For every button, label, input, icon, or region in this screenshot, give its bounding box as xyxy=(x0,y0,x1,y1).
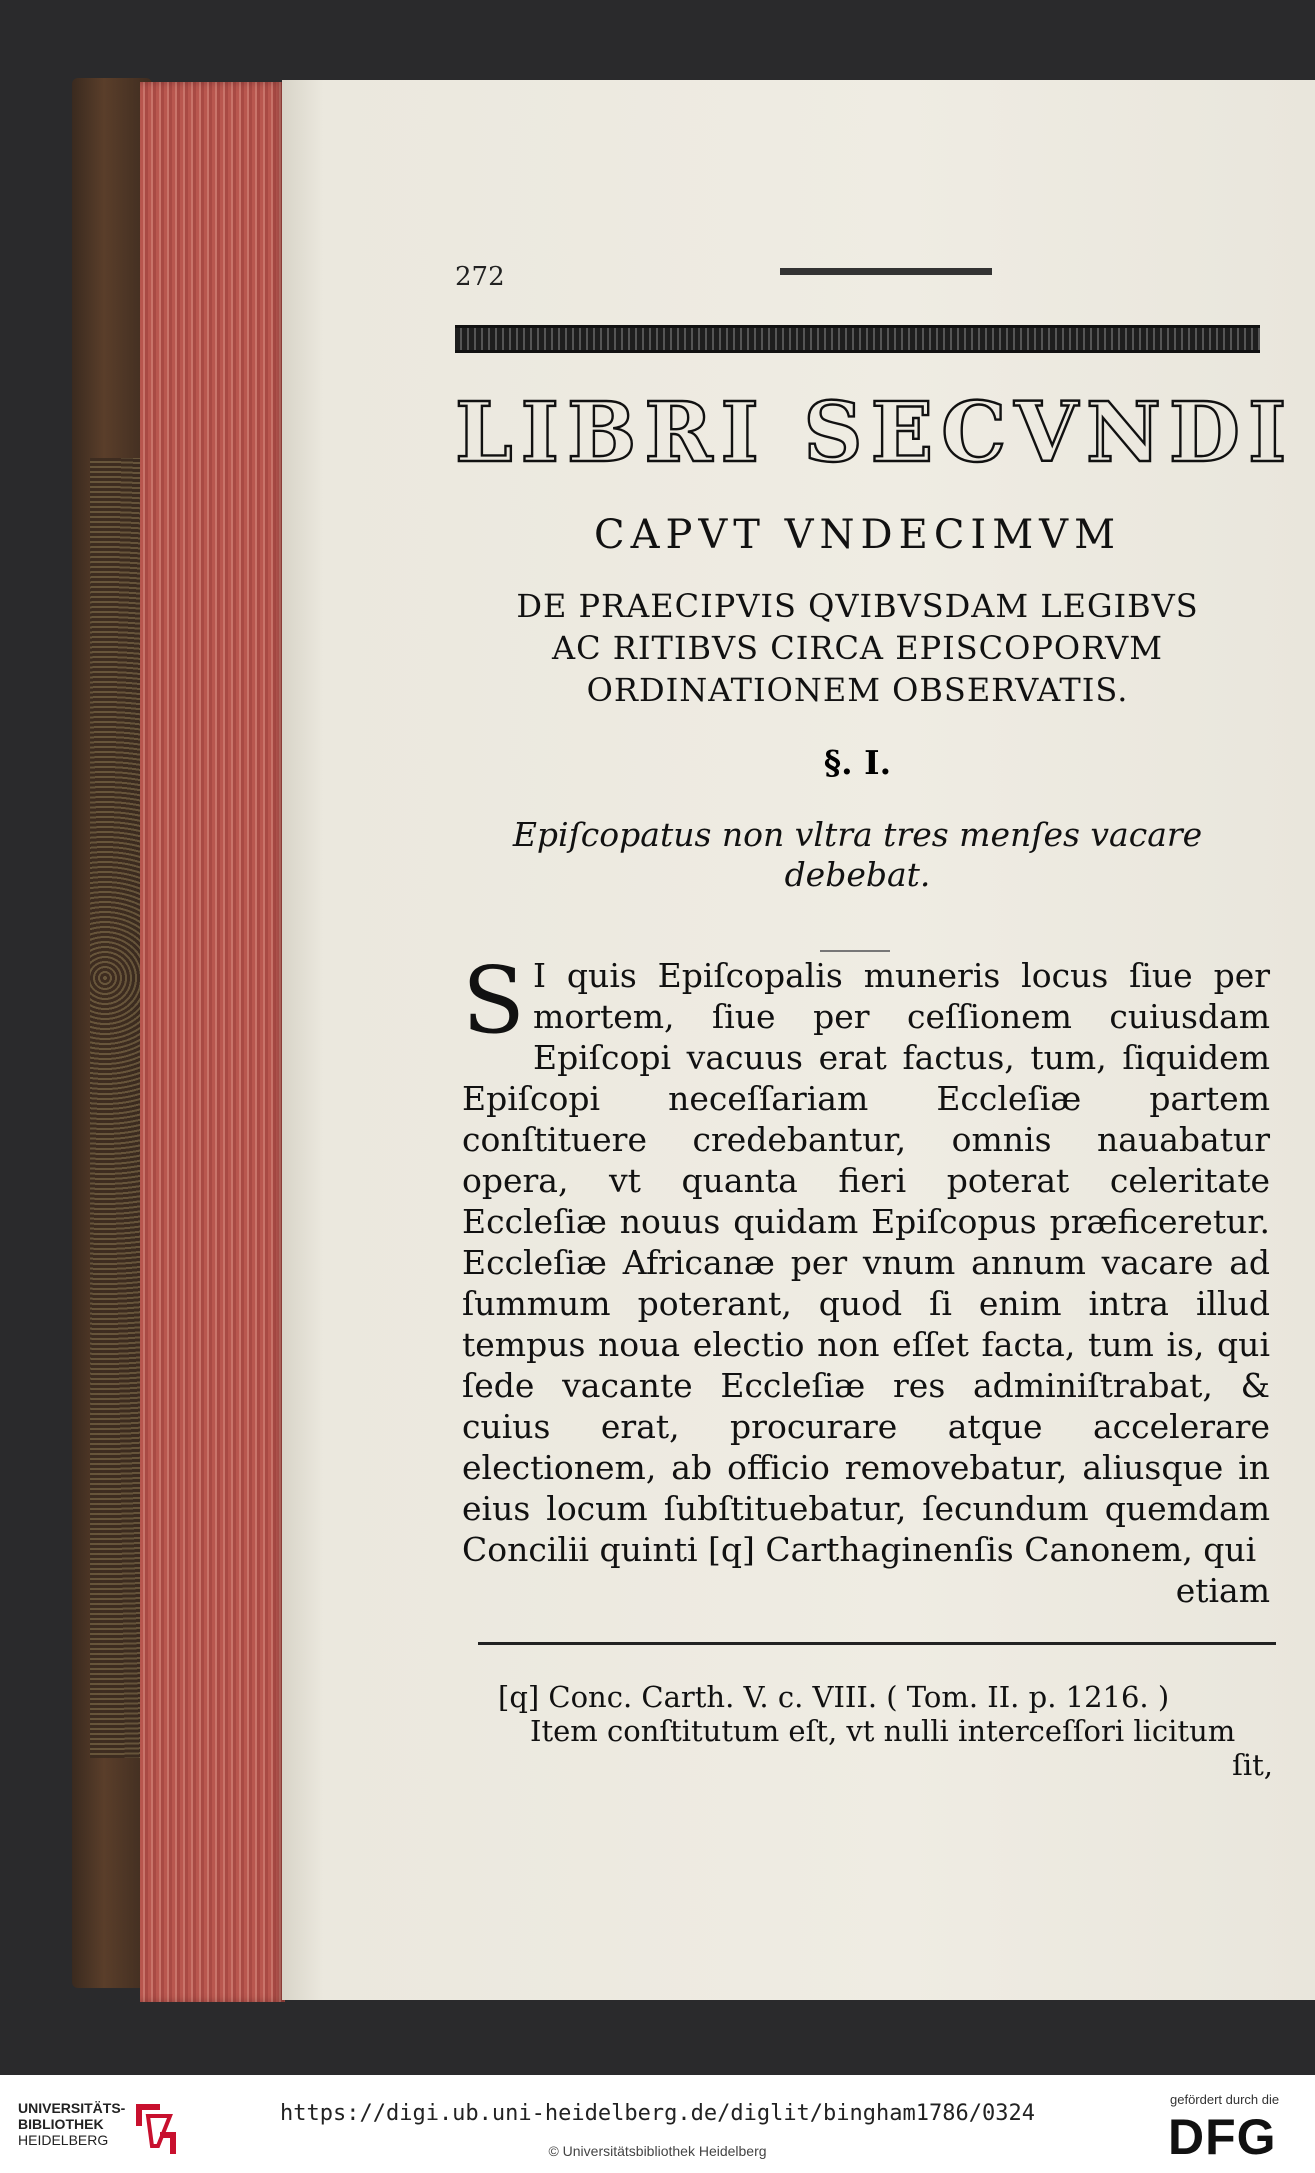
page-number: 272 xyxy=(455,262,505,292)
catchword: etiam xyxy=(1175,1571,1270,1610)
library-line: UNIVERSITÄTS- xyxy=(18,2100,126,2116)
body-paragraph: I quis Epiſcopalis muneris locus ſiue per mortem, ſiue per ceſſionem cuiusdam Epiſcopi vacuus erat factus, tum, ſiquidem Epiſcopi neceſſariam Eccleſiæ partem conſtituere credebantur, omnis nauabatur opera, vt quanta fieri poterat celeritate Eccleſiæ nouus quidam Epiſcopus præficeretur. Eccleſiæ Africanæ per vnum annum vacare ad ſummum poterant, quod ſi enim intra illud tempus noua electio non eſſet facta, tum is, qui ſede vacante Eccleſiæ res adminiſtrabat, & cuius erat, procurare atque accelerare electionem, ab officio removebatur, aliusque in eius locum ſubſtituebatur, ſecundum quemdam Concilii quinti [q] Carthaginenſis Canonem, qui xyxy=(462,956,1270,1569)
header-ornament-rule xyxy=(780,268,992,275)
footnote xyxy=(498,1680,1273,1782)
sponsor-label: gefördert durch die xyxy=(1170,2092,1280,2107)
section-number: §. I. xyxy=(823,743,892,782)
subtitle-line: debebat. xyxy=(784,855,931,894)
chapter-title: CAPVT VNDECIMVM xyxy=(593,512,1122,558)
heading-line: ORDINATIONEM OBSERVATIS. xyxy=(586,671,1129,709)
section-subtitle xyxy=(455,815,1260,895)
footnote-rule xyxy=(478,1642,1276,1645)
dfg-logo[interactable]: DFG xyxy=(1168,2109,1277,2165)
cover-texture xyxy=(90,458,140,1758)
footnote-line: Item conſtitutum eſt, vt nulli interceſſori licitum xyxy=(530,1714,1236,1748)
footnote-line: [q] Conc. Carth. V. c. VIII. ( Tom. II. p. 1216. ) xyxy=(498,1680,1170,1714)
chapter-heading xyxy=(455,585,1260,711)
book-title: LIBRI SECVNDI xyxy=(455,385,1295,481)
page-edges-red xyxy=(140,82,285,2002)
copyright-notice: © Universitätsbibliothek Heidelberg xyxy=(548,2143,767,2159)
footnote-line: ſit, xyxy=(1232,1748,1273,1782)
subtitle-line: Epiſcopatus non vltra tres menſes vacare xyxy=(512,815,1203,854)
heading-line: AC RITIBVS CIRCA EPISCOPORVM xyxy=(552,629,1163,667)
header-ornament-bar xyxy=(455,325,1260,353)
library-line: HEIDELBERG xyxy=(18,2132,109,2148)
body-text xyxy=(462,947,1270,1611)
library-line: BIBLIOTHEK xyxy=(18,2116,104,2132)
permalink-url[interactable]: https://digi.ub.uni-heidelberg.de/diglit/bingham1786/0324 xyxy=(280,2101,1035,2126)
section-divider xyxy=(820,950,890,952)
drop-cap: S xyxy=(462,947,526,1054)
heading-line: DE PRAECIPVIS QVIBVSDAM LEGIBVS xyxy=(516,587,1199,625)
